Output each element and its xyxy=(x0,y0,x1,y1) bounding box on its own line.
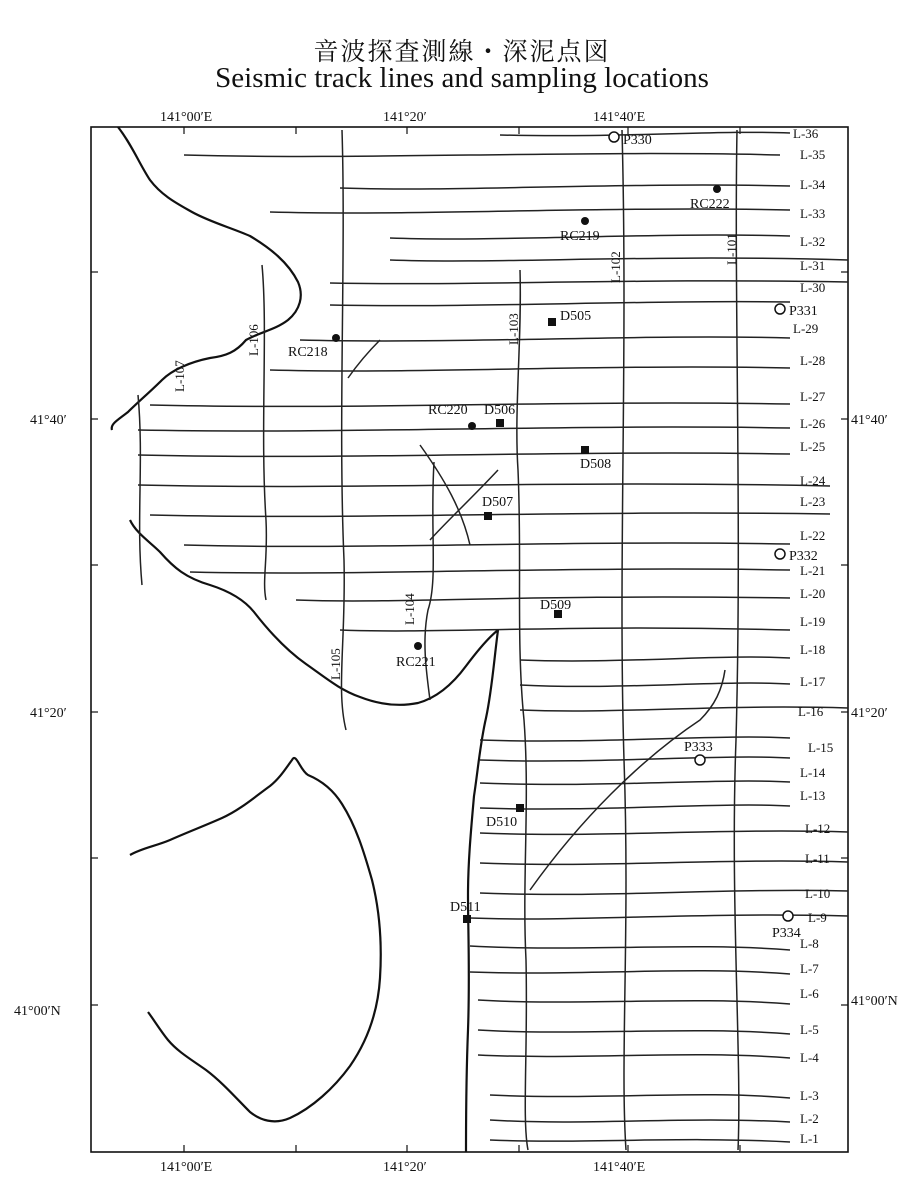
sample-label-p334: P334 xyxy=(772,926,801,941)
track-label-L-104: L-104 xyxy=(402,593,417,625)
left-axis-label-2: 41°20′ xyxy=(30,706,67,721)
track-label-L-106: L-106 xyxy=(246,324,261,356)
track-label-L-25: L-25 xyxy=(800,439,826,454)
top-axis-label-2: 141°20′ xyxy=(383,110,427,125)
sample-label-p331: P331 xyxy=(789,304,818,319)
track-label-L-10: L-10 xyxy=(805,886,831,901)
bottom-axis-label-1: 141°00′E xyxy=(160,1160,213,1175)
track-label-L-29: L-29 xyxy=(793,321,819,336)
track-label-L-16: L-16 xyxy=(798,704,824,719)
sample-label-d505: D505 xyxy=(560,309,592,324)
sample-label-rc218: RC218 xyxy=(288,345,328,360)
track-label-L-4: L-4 xyxy=(800,1050,819,1065)
track-label-L-30: L-30 xyxy=(800,280,826,295)
sample-marker-d508 xyxy=(581,446,589,454)
track-label-L-21: L-21 xyxy=(800,563,826,578)
sample-marker-p331 xyxy=(775,304,785,314)
track-label-L-12: L-12 xyxy=(805,821,831,836)
coastline-peninsula xyxy=(130,758,381,1121)
bottom-axis-label-3: 141°40′E xyxy=(593,1160,646,1175)
track-label-L-6: L-6 xyxy=(800,986,819,1001)
track-label-L-8: L-8 xyxy=(800,936,819,951)
track-label-L-7: L-7 xyxy=(800,961,819,976)
coastline-south-shore xyxy=(466,630,498,1152)
sample-label-p330: P330 xyxy=(623,133,652,148)
sample-label-rc222: RC222 xyxy=(690,197,730,212)
track-label-L-19: L-19 xyxy=(800,614,826,629)
ew-track-lines xyxy=(138,132,848,1142)
track-label-L-102: L-102 xyxy=(608,251,623,283)
track-label-L-24: L-24 xyxy=(800,473,826,488)
track-label-L-33: L-33 xyxy=(800,206,826,221)
track-label-L-28: L-28 xyxy=(800,353,826,368)
sample-label-d509: D509 xyxy=(540,598,572,613)
track-label-L-14: L-14 xyxy=(800,765,826,780)
track-label-L-22: L-22 xyxy=(800,528,826,543)
track-label-L-32: L-32 xyxy=(800,234,826,249)
sample-label-d507: D507 xyxy=(482,495,514,510)
sample-marker-rc218 xyxy=(332,334,340,342)
track-label-L-23: L-23 xyxy=(800,494,826,509)
left-axis-label-1: 41°40′ xyxy=(30,413,67,428)
sample-marker-rc221 xyxy=(414,642,422,650)
track-label-L-17: L-17 xyxy=(800,674,826,689)
track-label-L-3: L-3 xyxy=(800,1088,819,1103)
sample-label-d510: D510 xyxy=(486,815,518,830)
sample-marker-d505 xyxy=(548,318,556,326)
right-axis-label-1: 41°40′ xyxy=(851,413,888,428)
track-label-L-34: L-34 xyxy=(800,177,826,192)
track-label-L-13: L-13 xyxy=(800,788,826,803)
sample-label-rc219: RC219 xyxy=(560,229,600,244)
d-sampling-points xyxy=(450,309,611,923)
map-title-japanese: 音波探査測線・深泥点図 xyxy=(313,37,611,66)
coastline-central xyxy=(130,520,498,705)
map-title-english: Seismic track lines and sampling locations xyxy=(215,62,709,94)
sample-marker-rc219 xyxy=(581,217,589,225)
left-axis-label-3: 41°00′N xyxy=(14,1004,61,1019)
track-label-L-103: L-103 xyxy=(506,313,521,345)
sample-marker-p334 xyxy=(783,911,793,921)
track-label-L-105: L-105 xyxy=(328,648,343,680)
track-label-L-31: L-31 xyxy=(800,258,826,273)
sample-marker-rc220 xyxy=(468,422,476,430)
sample-marker-p330 xyxy=(609,132,619,142)
sample-marker-rc222 xyxy=(713,185,721,193)
track-label-L-107: L-107 xyxy=(172,360,187,392)
sample-label-rc221: RC221 xyxy=(396,655,436,670)
p-sampling-points xyxy=(609,132,818,941)
track-label-L-11: L-11 xyxy=(805,851,830,866)
track-label-L-20: L-20 xyxy=(800,586,826,601)
sample-marker-p332 xyxy=(775,549,785,559)
sample-label-p333: P333 xyxy=(684,740,713,755)
track-label-L-18: L-18 xyxy=(800,642,826,657)
track-label-L-26: L-26 xyxy=(800,416,826,431)
coastline-north xyxy=(112,127,301,430)
sample-label-d511: D511 xyxy=(450,900,481,915)
sample-marker-d510 xyxy=(516,804,524,812)
sample-marker-d511 xyxy=(463,915,471,923)
track-label-L-36: L-36 xyxy=(793,126,819,141)
bottom-axis-label-2: 141°20′ xyxy=(383,1160,427,1175)
track-label-L-15: L-15 xyxy=(808,740,834,755)
sample-marker-d506 xyxy=(496,419,504,427)
sample-label-p332: P332 xyxy=(789,549,818,564)
right-axis-label-3: 41°00′N xyxy=(851,994,898,1009)
top-axis-label-3: 141°40′E xyxy=(593,110,646,125)
top-axis-label-1: 141°00′E xyxy=(160,110,213,125)
track-label-L-1: L-1 xyxy=(800,1131,819,1146)
track-label-L-27: L-27 xyxy=(800,389,826,404)
track-label-L-35: L-35 xyxy=(800,147,826,162)
track-label-L-2: L-2 xyxy=(800,1111,819,1126)
sample-label-rc220: RC220 xyxy=(428,403,468,418)
track-label-L-101: L-101 xyxy=(724,233,739,265)
track-label-L-9: L-9 xyxy=(808,910,827,925)
track-label-L-5: L-5 xyxy=(800,1022,819,1037)
sample-label-d508: D508 xyxy=(580,457,612,472)
sample-label-d506: D506 xyxy=(484,403,516,418)
ew-track-labels xyxy=(793,126,833,1146)
right-axis-label-2: 41°20′ xyxy=(851,706,888,721)
sample-marker-d507 xyxy=(484,512,492,520)
sample-marker-p333 xyxy=(695,755,705,765)
